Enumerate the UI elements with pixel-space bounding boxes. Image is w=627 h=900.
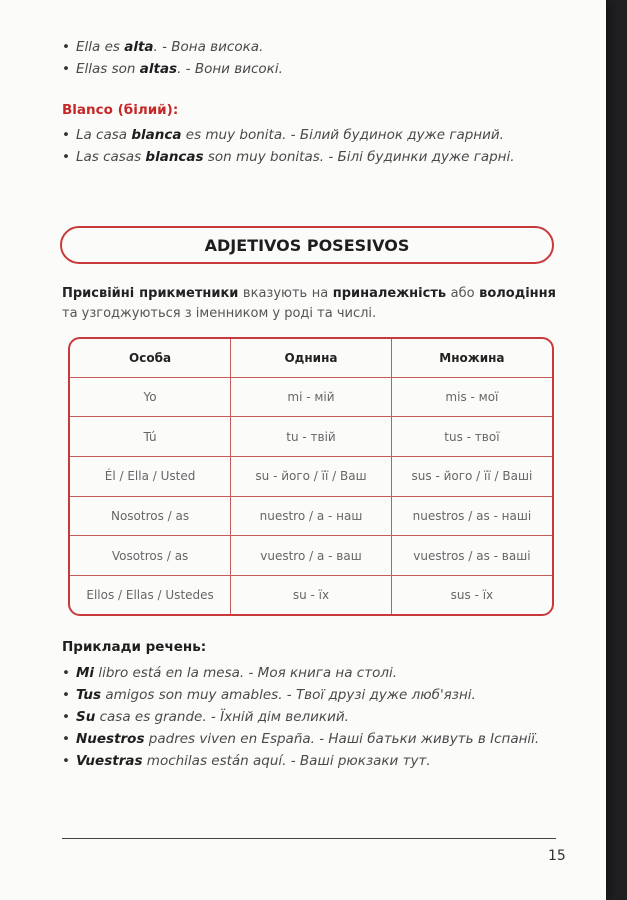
alta-examples-list [62,36,283,80]
table-cell: tus - твої [391,417,552,457]
table-cell: Tú [70,417,231,457]
table-cell: nuestro / a - наш [231,496,392,536]
table-cell: Él / Ella / Usted [70,457,231,497]
table-cell: tu - твій [231,417,392,457]
table-row [70,417,552,457]
table-cell: mis - мої [391,377,552,417]
list-item: • Mi libro está en la mesa. - Моя книга на столі. [62,662,539,684]
table-cell: mi - мій [231,377,392,417]
table-row [70,496,552,536]
column-header-plural: Множина [391,339,552,377]
page-number: 15 [548,848,566,864]
column-header-person: Особа [70,339,231,377]
section-title-banner [60,226,554,264]
examples-list [62,662,539,772]
table-cell: Yo [70,377,231,417]
table-cell: sus - їх [391,576,552,614]
table-header-row [70,339,552,377]
list-item: • Su casa es grande. - Їхній дім великий. [62,706,539,728]
possessive-adjectives-table [68,337,554,616]
list-item: • Nuestros padres viven en España. - Наші батьки живуть в Іспанії. [62,728,539,750]
list-item: • Ella es alta. - Вона висока. [62,36,283,58]
table-cell: Nosotros / as [70,496,231,536]
table-row [70,377,552,417]
list-item: • Vuestras mochilas están aquí. - Ваші рюкзаки тут. [62,750,539,772]
blanco-examples-list [62,124,515,168]
table-cell: su - їх [231,576,392,614]
list-item: • Ellas son altas. - Вони високі. [62,58,283,80]
table-cell: vuestro / a - ваш [231,536,392,576]
table-cell: su - його / її / Ваш [231,457,392,497]
column-header-singular: Однина [231,339,392,377]
section-title: ADJETIVOS POSESIVOS [204,235,410,255]
table-row [70,536,552,576]
table-cell: Ellos / Ellas / Ustedes [70,576,231,614]
table-cell: Vosotros / as [70,536,231,576]
examples-heading: Приклади речень: [62,639,207,655]
table-cell: sus - його / її / Ваші [391,457,552,497]
footer-rule [62,838,556,839]
blanco-heading: Blanco (білий): [62,102,179,118]
table-cell: nuestros / as - наші [391,496,552,536]
table-row [70,457,552,497]
list-item: • La casa blanca es muy bonita. - Білий будинок дуже гарний. [62,124,515,146]
list-item: • Tus amigos son muy amables. - Твої друзі дуже люб'язні. [62,684,539,706]
table-cell: vuestros / as - ваші [391,536,552,576]
intro-paragraph: Присвійні прикметники вказують на приналежність або володіння та узгоджуються з іменником у роді та числі. [62,286,556,321]
list-item: • Las casas blancas son muy bonitas. - Білі будинки дуже гарні. [62,146,515,168]
table-row [70,576,552,614]
